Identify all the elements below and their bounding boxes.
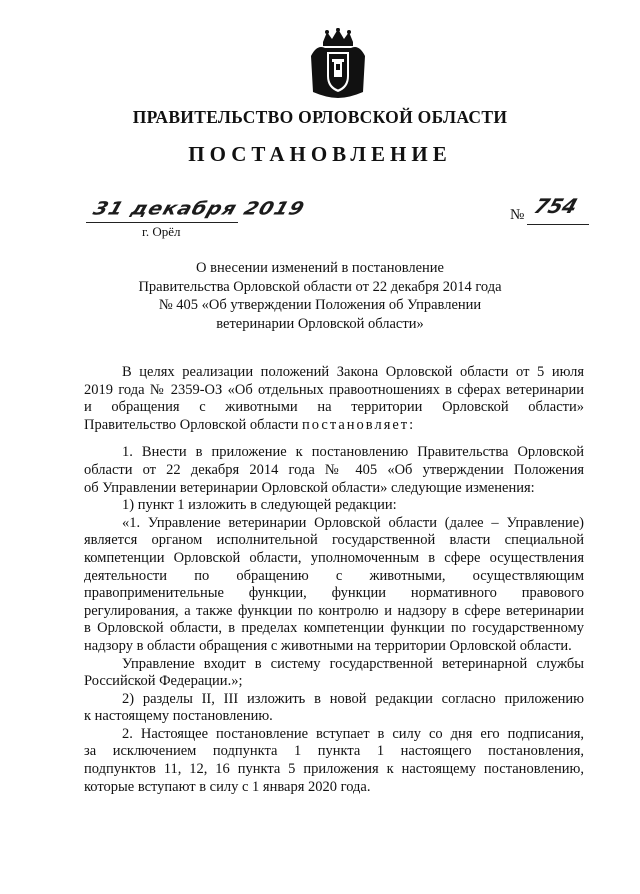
subitem1: 1) пункт 1 изложить в следующей редакции: [122, 497, 397, 514]
preamble-line: В целях реализации положений Закона Орловской области от 5 июля [122, 364, 584, 380]
quote-line: в Орловской области, в пределах компетенции функции по государственному [84, 620, 584, 637]
subitem2-line: к настоящему постановлению. [84, 708, 273, 725]
preamble-line: 2019 года № 2359-ОЗ «Об отдельных правоотношениях в сферах ветеринарии [84, 381, 584, 398]
document-type-title: ПОСТАНОВЛЕНИЕ [188, 142, 452, 166]
quote-line: правоприменительные функции, функции нормативного правового [84, 585, 584, 602]
subject-line: Правительства Орловской области от 22 декабря 2014 года [138, 278, 502, 295]
date-underline [86, 222, 238, 223]
decree-verb: постановляет: [302, 416, 416, 433]
subject-line: № 405 «Об утверждении Положения об Управлении [158, 297, 482, 313]
preamble-line: и обращения с животными на территории Орловской области» [84, 399, 584, 416]
item2-line: подпунктов 11, 12, 16 пункта 5 приложения к настоящему постановлению, [84, 761, 584, 778]
handwritten-date: 31 декабря 2019 [90, 197, 308, 219]
item2-line: за исключением подпункта 1 пункта 1 настоящего постановления, [84, 743, 584, 760]
item2-line: которые вступают в силу с 1 января 2020 года. [84, 778, 371, 795]
subject-line: ветеринарии Орловской области» [216, 315, 424, 332]
quote2-line: Управление входит в систему государственной ветеринарной службы [122, 655, 584, 672]
item2-line: 2. Настоящее постановление вступает в силу со дня его подписания, [122, 725, 584, 742]
subitem2-line: 2) разделы II, III изложить в новой редакции согласно приложению [122, 690, 584, 707]
quote-line: «1. Управление ветеринарии Орловской области (далее – Управление) [122, 514, 584, 531]
item1-line: об Управлении ветеринарии Орловской области» следующие изменения: [84, 479, 535, 496]
decree-body [84, 364, 584, 796]
number-underline [527, 224, 589, 225]
decree-subject [120, 259, 520, 333]
item1-line: 1. Внести в приложение к постановлению Правительства Орловской [122, 444, 584, 461]
item1-line: области от 22 декабря 2014 года № 405 «Об утверждении Положения [84, 461, 584, 478]
city-label: г. Орёл [142, 224, 181, 239]
number-sign: № [510, 207, 525, 223]
organization-title: ПРАВИТЕЛЬСТВО ОРЛОВСКОЙ ОБЛАСТИ [132, 107, 508, 127]
quote2-line: Российской Федерации.»; [84, 673, 243, 690]
quote-line: надзору в области обращения с животными на территории Орловской области. [84, 637, 572, 654]
quote-line: компетенции Орловской области, уполномоченным в сфере осуществления [84, 549, 584, 566]
subject-line: О внесении изменений в постановление [196, 260, 444, 276]
quote-line: деятельности по обращению с животными, осуществляющим [84, 567, 584, 584]
quote-line: регулирования, а также функции по контролю и надзору в сфере ветеринарии [84, 602, 584, 619]
preamble-line [84, 417, 584, 435]
preamble-government: Правительство Орловской области [84, 416, 303, 433]
handwritten-number: 754 [531, 194, 581, 218]
orel-oblast-coat-of-arms-icon [309, 28, 367, 98]
quote-line: является органом исполнительной государственной власти специальной [84, 532, 584, 549]
